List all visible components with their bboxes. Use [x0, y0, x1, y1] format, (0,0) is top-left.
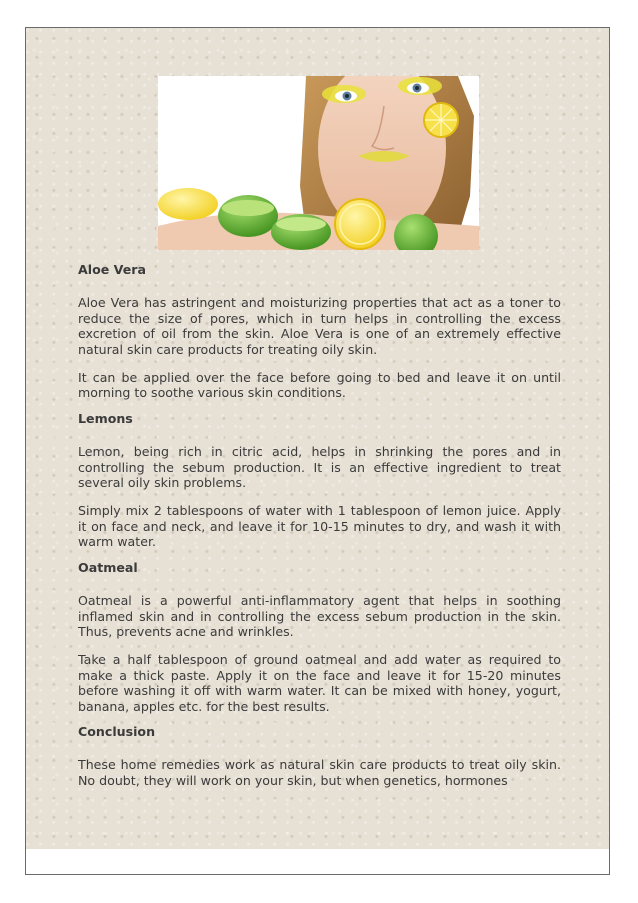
- article-body: [78, 262, 561, 801]
- lemon-slice-center: [335, 199, 385, 249]
- section-paragraph: It can be applied over the face before going to bed and leave it on until morning to soothe various skin conditions.: [78, 370, 561, 401]
- section-heading: Lemons: [78, 410, 133, 426]
- section-paragraph: Lemon, being rich in citric acid, helps in shrinking the pores and in controlling the sebum production. It is an effective ingredient to treat several oily skin problems.: [78, 444, 561, 491]
- section-paragraph: These home remedies work as natural skin care products to treat oily skin. No doubt, they will work on your skin, but when genetics, hormones: [78, 757, 561, 788]
- lemon-half-left: [158, 188, 218, 220]
- hero-image-woman-with-citrus: [158, 76, 479, 250]
- section-aloe-vera: [78, 262, 561, 401]
- section-heading: Conclusion: [78, 723, 156, 739]
- section-heading: Oatmeal: [78, 559, 138, 575]
- section-paragraph: Aloe Vera has astringent and moisturizing properties that act as a toner to reduce the size of pores, which in turn helps in controlling the excess excretion of oil from the skin. Aloe Vera is one of an extremely effective natural skin care products for treating oily skin.: [78, 295, 561, 357]
- section-lemons: [78, 411, 561, 550]
- section-conclusion: [78, 724, 561, 788]
- section-paragraph: Oatmeal is a powerful anti-inflammatory agent that helps in soothing inflamed skin and in controlling the excess sebum production in the skin. Thus, prevents acne and wrinkles.: [78, 593, 561, 639]
- section-oatmeal: [78, 560, 561, 714]
- section-heading: Aloe Vera: [78, 262, 146, 277]
- section-paragraph: Take a half tablespoon of ground oatmeal and add water as required to make a thick paste. Apply it on the face and leave it for 15-20 minutes before washing it off with warm water. It can be mixed with honey, yogurt, banana, apples etc. for the best results.: [78, 652, 561, 714]
- section-paragraph: Simply mix 2 tablespoons of water with 1 tablespoon of lemon juice. Apply it on face and neck, and leave it for 10-15 minutes to dry, and wash it with warm water.: [78, 503, 561, 550]
